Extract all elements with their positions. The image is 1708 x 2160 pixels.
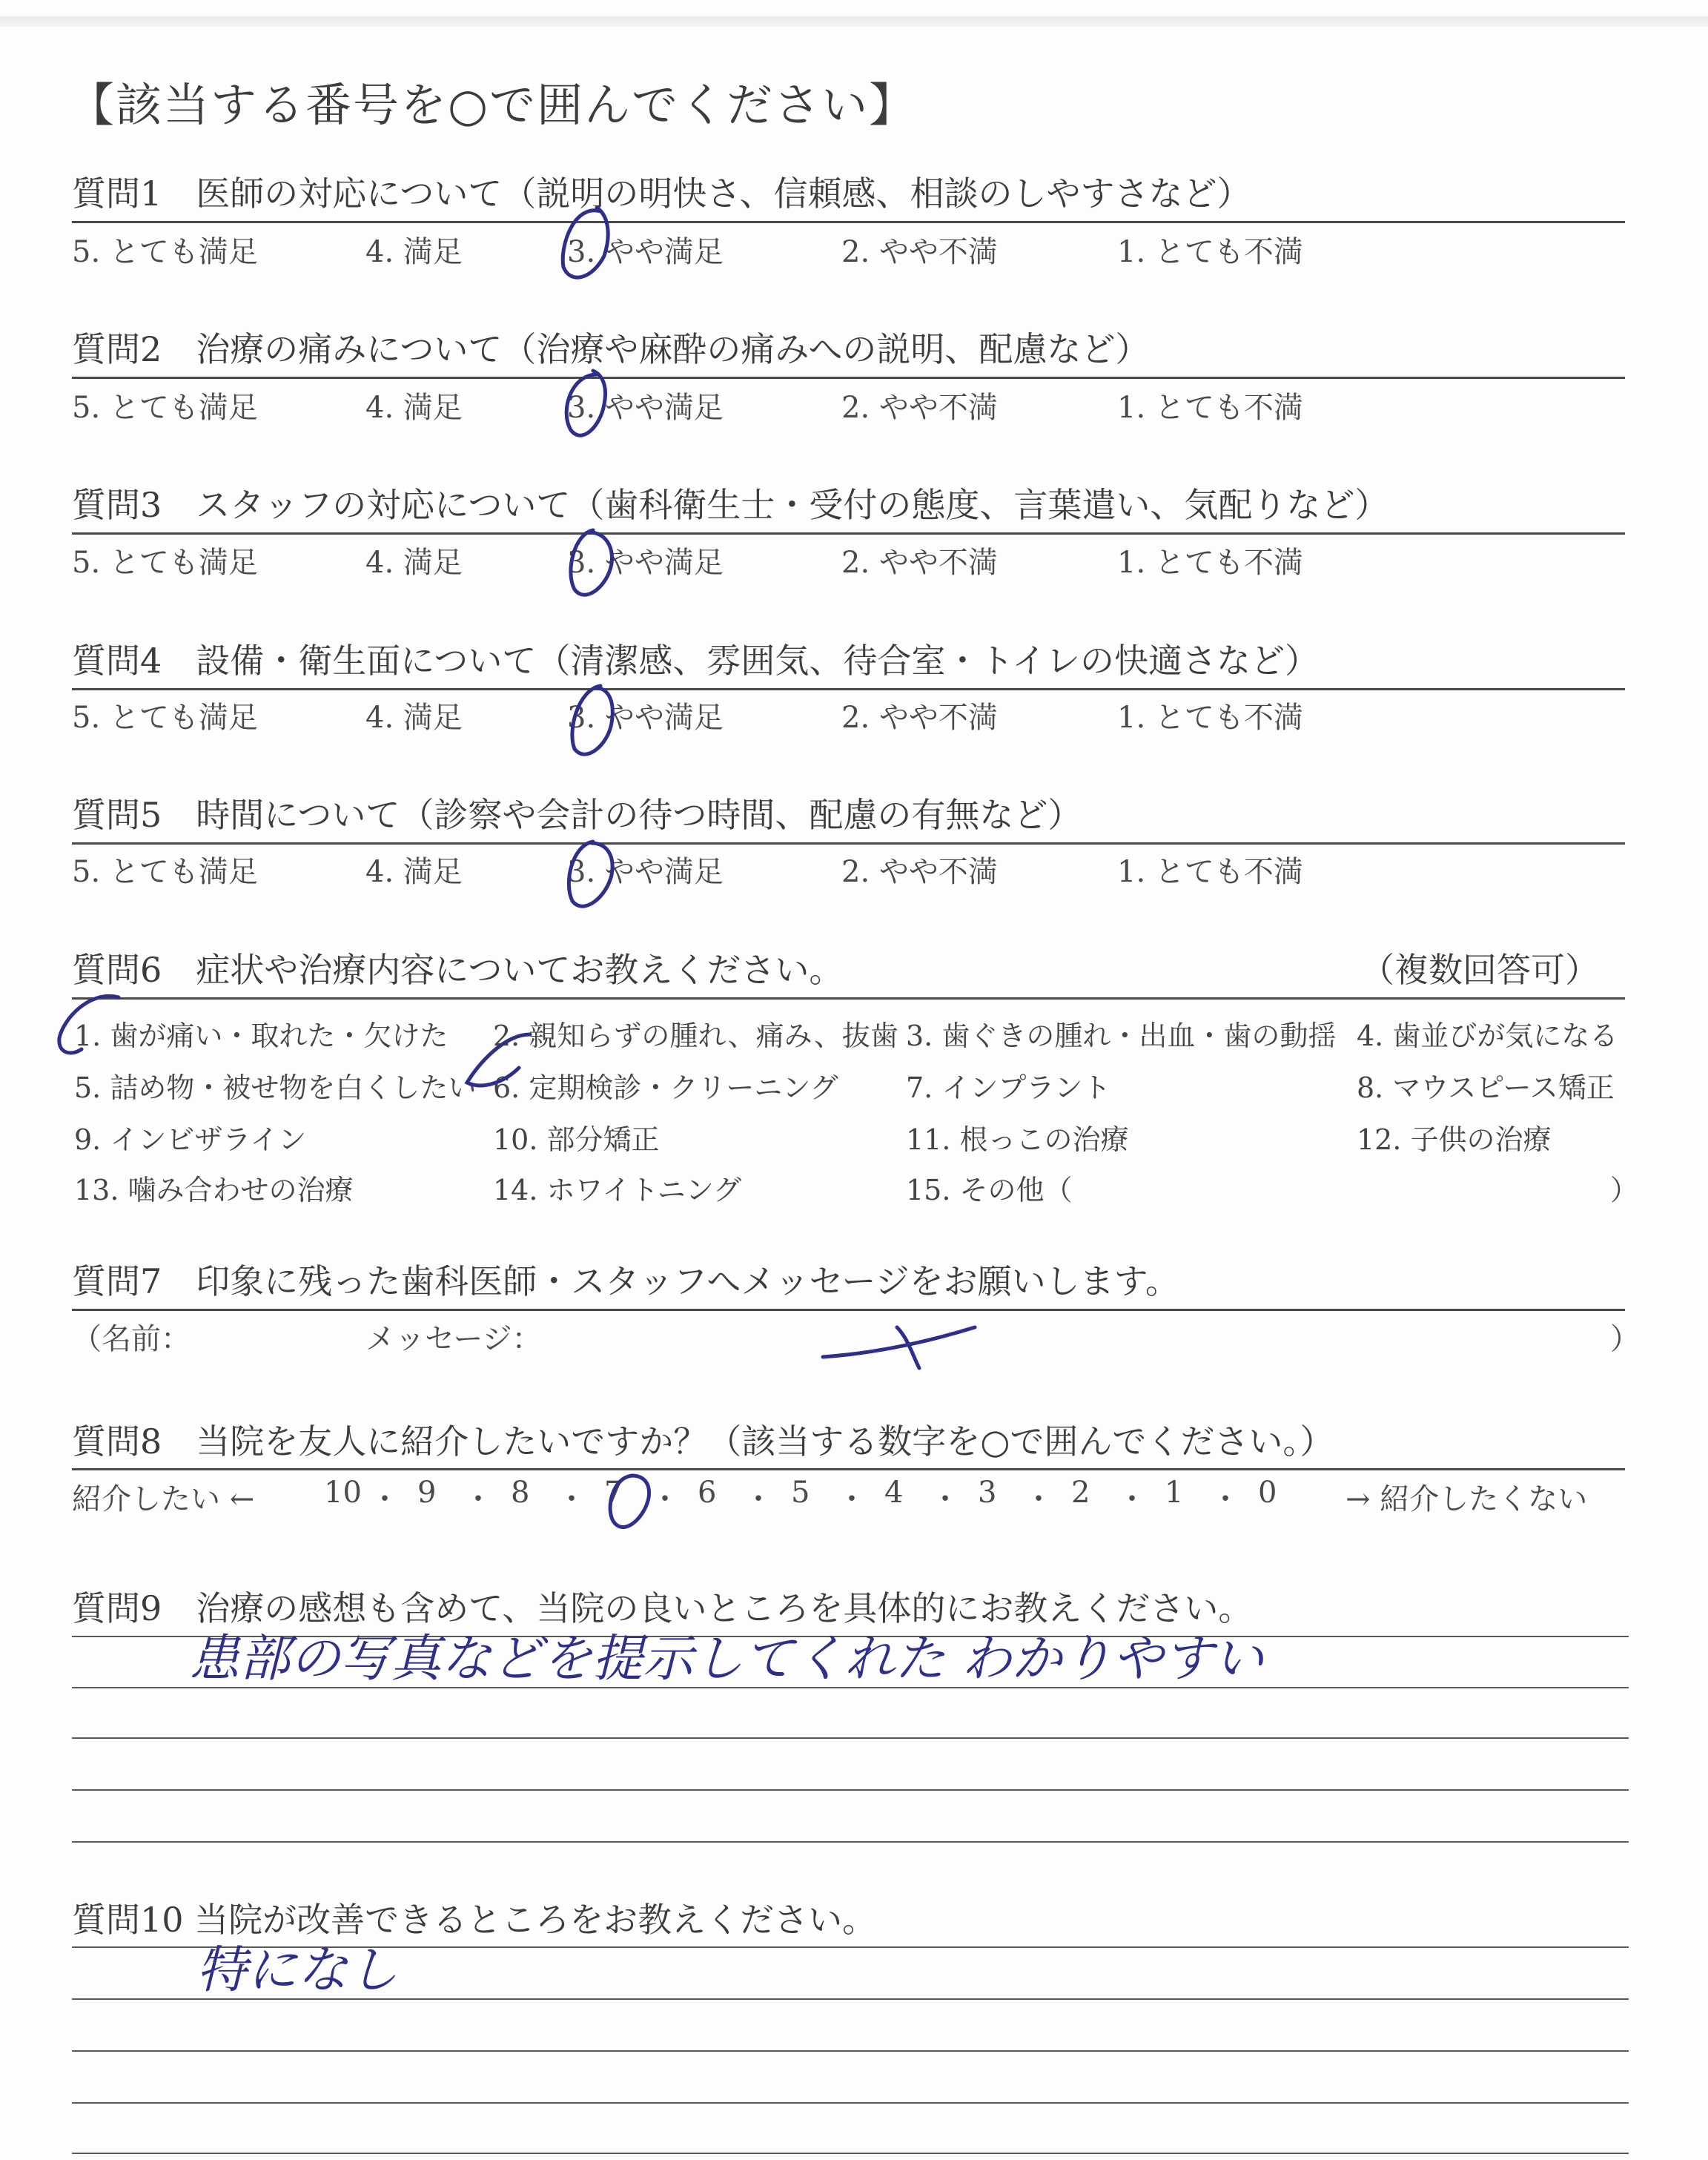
question-4-rule — [72, 688, 1625, 690]
q7-close: ） — [1610, 1322, 1640, 1356]
q10-answer-line — [72, 1998, 1629, 2000]
q8-scale-number[interactable]: 2 — [1071, 1476, 1090, 1510]
q4-option[interactable]: 1. とても不満 — [1117, 701, 1303, 735]
q6-item[interactable]: 12. 子供の治療 — [1357, 1123, 1552, 1156]
q8-scale-separator: ・ — [370, 1482, 400, 1516]
question-3-rule — [72, 532, 1625, 535]
q6-item[interactable]: 6. 定期検診・クリーニング — [493, 1071, 838, 1104]
q5-option[interactable]: 4. 満足 — [365, 855, 463, 889]
q3-option[interactable]: 5. とても満足 — [72, 546, 258, 580]
q8-scale-number[interactable]: 7 — [604, 1476, 623, 1510]
question-3-title: 質問3 スタッフの対応について（歯科衛生士・受付の態度、言葉遣い、気配りなど） — [72, 485, 1389, 525]
q1-option[interactable]: 2. やや不満 — [841, 235, 998, 269]
question-2-rule — [72, 377, 1625, 379]
q6-item[interactable]: 8. マウスピース矯正 — [1357, 1071, 1615, 1104]
q6-item[interactable]: 9. インビザライン — [74, 1123, 307, 1156]
q6-item[interactable]: 13. 噛み合わせの治療 — [74, 1174, 354, 1206]
q6-item[interactable]: 15. その他（ — [906, 1174, 1073, 1206]
q5-option[interactable]: 2. やや不満 — [841, 855, 998, 889]
question-8-title: 質問8 当院を友人に紹介したいですか？（該当する数字を○で囲んでください。） — [72, 1421, 1334, 1462]
q2-option[interactable]: 2. やや不満 — [841, 391, 998, 425]
question-4-title: 質問4 設備・衛生面について（清潔感、雰囲気、待合室・トイレの快適さなど） — [72, 641, 1320, 681]
question-10-title: 質問10 当院が改善できるところをお教えください。 — [72, 1900, 877, 1940]
q6-item[interactable]: 5. 詰め物・被せ物を白くしたい — [74, 1071, 477, 1104]
q8-scale-number[interactable]: 9 — [417, 1476, 437, 1510]
q8-scale-number[interactable]: 0 — [1258, 1476, 1277, 1510]
q10-answer-line — [72, 2102, 1629, 2104]
q4-option[interactable]: 2. やや不満 — [841, 701, 998, 735]
q1-option[interactable]: 1. とても不満 — [1117, 235, 1303, 269]
q8-scale-separator: ・ — [557, 1482, 586, 1516]
q10-answer: 特になし — [196, 1941, 399, 2000]
q8-scale-separator: ・ — [930, 1482, 960, 1516]
q8-scale-separator: ・ — [1211, 1482, 1240, 1516]
question-7-title: 質問7 印象に残った歯科医師・スタッフへメッセージをお願いします。 — [72, 1261, 1179, 1301]
q6-item[interactable]: 10. 部分矯正 — [493, 1123, 660, 1156]
q9-answer-line — [72, 1687, 1629, 1688]
q9-answer-line — [72, 1636, 1629, 1637]
q2-option[interactable]: 4. 満足 — [365, 391, 463, 425]
q6-item[interactable]: 4. 歯並びが気になる — [1357, 1020, 1618, 1052]
q8-scale-separator: ・ — [837, 1482, 867, 1516]
q6-item[interactable]: 1. 歯が痛い・取れた・欠けた — [74, 1020, 448, 1052]
q8-scale-separator: ・ — [1024, 1482, 1053, 1516]
question-5-title: 質問5 時間について（診察や会計の待つ時間、配慮の有無など） — [72, 795, 1082, 835]
q8-left-label: 紹介したい ← — [72, 1482, 255, 1516]
q2-option[interactable]: 5. とても満足 — [72, 391, 258, 425]
q9-answer-line — [72, 1841, 1629, 1843]
q6-item[interactable]: 2. 親知らずの腫れ、痛み、抜歯 — [493, 1020, 898, 1052]
q9-answer-line — [72, 1789, 1629, 1791]
question-6-title: 質問6 症状や治療内容についてお教えください。 — [72, 950, 844, 990]
q8-scale-separator: ・ — [650, 1482, 680, 1516]
question-6-rule — [72, 997, 1625, 1000]
q8-scale-number[interactable]: 3 — [978, 1476, 997, 1510]
q4-option[interactable]: 4. 満足 — [365, 701, 463, 735]
q3-option[interactable]: 2. やや不満 — [841, 546, 998, 580]
q9-answer: 患部の写真などを提示してくれた わかりやすい — [189, 1630, 1264, 1688]
q8-scale-number[interactable]: 6 — [698, 1476, 717, 1510]
q8-scale-separator: ・ — [1117, 1482, 1147, 1516]
q7-mark-stroke — [897, 1327, 919, 1368]
q6-item[interactable]: 11. 根っこの治療 — [906, 1123, 1129, 1156]
q4-option[interactable]: 3. やや満足 — [567, 701, 724, 735]
q10-answer-line — [72, 1946, 1629, 1948]
q9-answer-line — [72, 1737, 1629, 1739]
q8-scale-separator: ・ — [463, 1482, 493, 1516]
q5-option[interactable]: 5. とても満足 — [72, 855, 258, 889]
q8-scale-separator: ・ — [744, 1482, 773, 1516]
q1-option[interactable]: 5. とても満足 — [72, 235, 258, 269]
q10-answer-line — [72, 2153, 1629, 2154]
page-heading: 【該当する番号を○で囲んでください】 — [68, 78, 917, 132]
q7-message-label: メッセージ： — [365, 1322, 542, 1356]
q7-name-label: （名前： — [72, 1322, 191, 1356]
q3-option[interactable]: 4. 満足 — [365, 546, 463, 580]
q8-right-label: → 紹介したくない — [1345, 1482, 1588, 1516]
q1-option[interactable]: 3. やや満足 — [567, 235, 724, 269]
question-1-title: 質問1 医師の対応について（説明の明快さ、信頼感、相談のしやすさなど） — [72, 174, 1251, 214]
q1-option[interactable]: 4. 満足 — [365, 235, 463, 269]
q8-scale-number[interactable]: 4 — [884, 1476, 904, 1510]
question-1-rule — [72, 221, 1625, 223]
q6-item[interactable]: 3. 歯ぐきの腫れ・出血・歯の動揺 — [906, 1020, 1337, 1052]
question-5-rule — [72, 842, 1625, 845]
q7-mark — [823, 1327, 975, 1357]
scan-edge — [0, 16, 1708, 27]
q8-scale-number[interactable]: 1 — [1165, 1476, 1184, 1510]
q5-option[interactable]: 1. とても不満 — [1117, 855, 1303, 889]
q5-option[interactable]: 3. やや満足 — [567, 855, 724, 889]
q4-option[interactable]: 5. とても満足 — [72, 701, 258, 735]
q3-option[interactable]: 3. やや満足 — [567, 546, 724, 580]
q8-scale-number[interactable]: 10 — [324, 1476, 362, 1510]
q3-option[interactable]: 1. とても不満 — [1117, 546, 1303, 580]
q8-scale-number[interactable]: 8 — [511, 1476, 530, 1510]
q2-option[interactable]: 1. とても不満 — [1117, 391, 1303, 425]
q6-item[interactable]: 14. ホワイトニング — [493, 1174, 742, 1206]
question-7-rule — [72, 1309, 1625, 1311]
question-8-rule — [72, 1468, 1625, 1470]
q6-other-close: ） — [1610, 1174, 1639, 1206]
q10-answer-line — [72, 2050, 1629, 2052]
question-2-title: 質問2 治療の痛みについて（治療や麻酔の痛みへの説明、配慮など） — [72, 329, 1150, 369]
q2-option[interactable]: 3. やや満足 — [567, 391, 724, 425]
q6-item[interactable]: 7. インプラント — [906, 1071, 1111, 1104]
question-6-note: （複数回答可） — [1360, 950, 1599, 990]
question-9-title: 質問9 治療の感想も含めて、当院の良いところを具体的にお教えください。 — [72, 1588, 1253, 1628]
q8-scale-number[interactable]: 5 — [791, 1476, 810, 1510]
